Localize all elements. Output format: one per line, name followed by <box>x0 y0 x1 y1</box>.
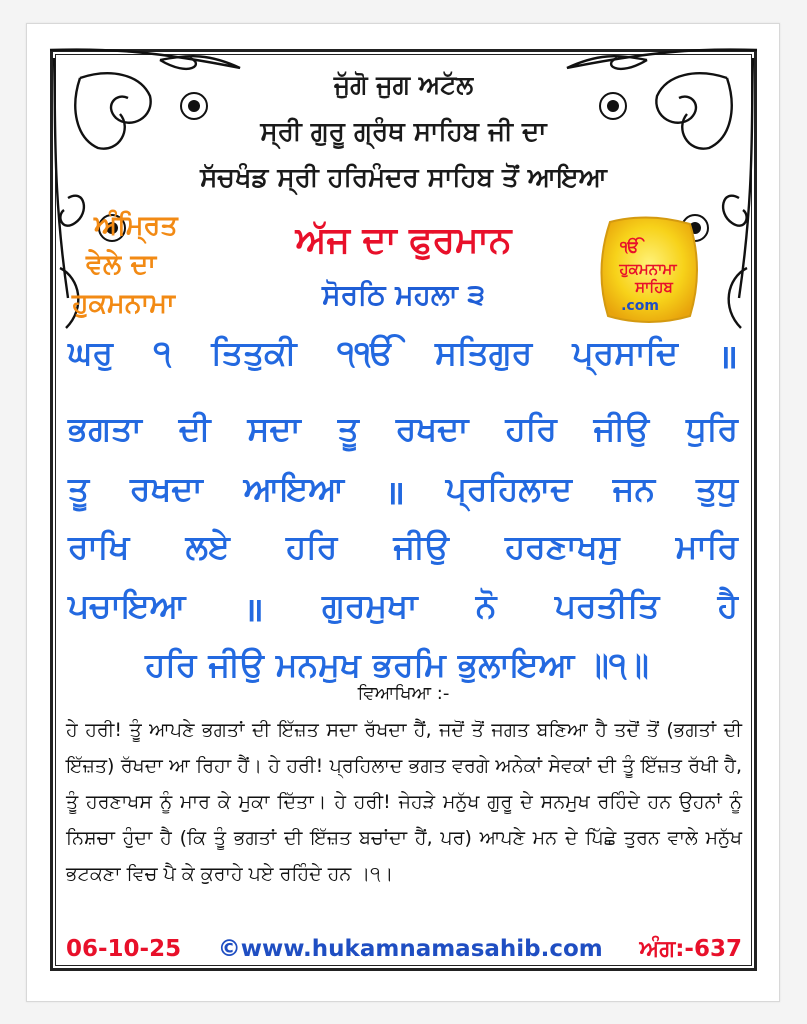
gurbani-word: ਸਤਿਗੁਰ <box>435 333 533 372</box>
footer-date: 06-10-25 <box>66 936 182 962</box>
gurbani-word: ਮਨਮੁਖ <box>275 645 361 684</box>
amrit-line-3: ਹੁਕਮਨਾਮਾ <box>72 288 175 319</box>
amrit-line-2: ਵੇਲੇ ਦਾ <box>86 249 157 280</box>
header-line-3: ਸੱਚਖੰਡ ਸ੍ਰੀ ਹਰਿਮੰਦਰ ਸਾਹਿਬ ਤੋਂ ਆਇਆ <box>200 163 607 193</box>
gurbani-word: ਲਏ <box>185 527 230 566</box>
gurbani-word: ਜੀਉ <box>208 645 264 684</box>
page-title: ਅੱਜ ਦਾ ਫੁਰਮਾਨ <box>295 220 512 261</box>
header-line-2: ਸ੍ਰੀ ਗੁਰੂ ਗ੍ਰੰਥ ਸਾਹਿਬ ਜੀ ਦਾ <box>260 117 547 147</box>
hukamnama-logo-icon <box>590 212 708 328</box>
raag-title: ਸੋਰਠਿ ਮਹਲਾ ੩ <box>322 278 485 311</box>
gurbani-word: ਮਾਰਿ <box>675 527 738 566</box>
gurbani-line-2 <box>68 409 738 449</box>
gurbani-word: ੧ੴ <box>336 333 395 372</box>
gurbani-word: ਸਦਾ <box>247 409 301 448</box>
footer-website-link[interactable]: ©www.hukamnamasahib.com <box>217 936 603 962</box>
gurbani-line-5 <box>68 586 738 631</box>
gurbani-word: ਆਇਆ <box>243 469 345 508</box>
footer-ang: ਅੰਗ:-637 <box>639 936 742 962</box>
gurbani-word: ਜਨ <box>612 469 656 508</box>
gurbani-word: ਹਰਿ <box>505 409 557 448</box>
gurbani-word: ੧ <box>153 333 172 372</box>
gurbani-word: ਪਚਾਇਆ <box>68 586 186 625</box>
gurbani-word: ਰਾਖਿ <box>68 527 130 566</box>
gurbani-word: ਹਰਣਾਖਸੁ <box>505 527 620 566</box>
gurbani-word: ਪ੍ਰਸਾਦਿ <box>572 333 678 372</box>
footer <box>66 936 742 962</box>
gurbani-word: ਪਰਤੀਤਿ <box>554 586 660 625</box>
gurbani-word: ਗੁਰਮੁਖਾ <box>322 586 418 625</box>
gurbani-word: ਤੁਧੁ <box>696 469 738 508</box>
vyakhya-text: ਹੇ ਹਰੀ! ਤੂੰ ਆਪਣੇ ਭਗਤਾਂ ਦੀ ਇੱਜ਼ਤ ਸਦਾ ਰੱਖਦਾ ਹੈਂ, ਜਦੋਂ ਤੋਂ ਜਗਤ ਬਣਿਆ ਹੈ ਤਦੋਂ ਤੋਂ (ਭਗਤਾਂ ਦੀ ਇੱਜ਼ਤ) ਰੱਖਦਾ ਆ ਰਿਹਾ ਹੈਂ। ਹੇ ਹਰੀ! ਪ੍ਰਹਿਲਾਦ ਭਗਤ ਵਰਗੇ ਅਨੇਕਾਂ ਸੇਵਕਾਂ ਦੀ ਤੂੰ ਇੱਜ਼ਤ ਰੱਖੀ ਹੈ, ਤੂੰ ਹਰਣਾਖਸ ਨੂੰ ਮਾਰ ਕੇ ਮੁਕਾ ਦਿੱਤਾ। ਹੇ ਹਰੀ! ਜੇਹੜੇ ਮਨੁੱਖ ਗੁਰੂ ਦੇ ਸਨਮੁਖ ਰਹਿੰਦੇ ਹਨ ਉਹਨਾਂ ਨੂੰ ਨਿਸ਼ਚਾ ਹੁੰਦਾ ਹੈ (ਕਿ ਤੂੰ ਭਗਤਾਂ ਦੀ ਇੱਜ਼ਤ ਬਚਾਂਦਾ ਹੈਂ, ਪਰ) ਆਪਣੇ ਮਨ ਦੇ ਪਿੱਛੇ ਤੁਰਨ ਵਾਲੇ ਮਨੁੱਖ ਭਟਕਣਾ ਵਿਚ ਪੈ ਕੇ ਕੁਰਾਹੇ ਪਏ ਰਹਿੰਦੇ ਹਨ ।੧। <box>66 719 742 885</box>
gurbani-word: ਜੀਉ <box>393 527 449 566</box>
gurbani-word: ਤੂ <box>68 469 90 508</box>
gurbani-line-4 <box>68 527 738 567</box>
gurbani-word: ਤੂ <box>337 409 359 448</box>
gurbani-word: ॥ <box>243 590 264 629</box>
gurbani-word: ਘਰੁ <box>68 333 114 372</box>
vyakhya-heading: ਵਿਆਖਿਆ :- <box>357 683 450 704</box>
gurbani-word: ਤਿਤੁਕੀ <box>211 333 297 372</box>
logo-line-1: ਹੁਕਮਨਾਮਾ <box>619 260 677 278</box>
gurbani-word: ਹਰਿ <box>286 527 338 566</box>
logo-line-3: .com <box>621 298 659 314</box>
gurbani-word: ॥੧॥ <box>586 645 649 684</box>
gurbani-line-6 <box>68 645 738 685</box>
amrit-line-1: ਅੰਮ੍ਰਿਤ <box>94 210 178 241</box>
gurbani-line-1 <box>68 333 738 378</box>
gurbani-word: ਹੈ <box>717 586 738 625</box>
gurbani-word: ਪ੍ਰਹਿਲਾਦ <box>445 469 572 508</box>
gurbani-word: ਰਖਦਾ <box>130 469 203 508</box>
logo-ek-onkar: ੴ <box>620 237 640 256</box>
gurbani-word: ਭਰਮਿ <box>372 645 446 684</box>
gurbani-word: ਧੁਰਿ <box>686 409 738 448</box>
gurbani-line-3 <box>68 469 738 514</box>
gurbani-word: ਜੀਉ <box>593 409 650 448</box>
logo-line-2: ਸਾਹਿਬ <box>635 278 673 296</box>
gurbani-word: ਭਗਤਾ <box>68 409 142 448</box>
gurbani-word: ਹਰਿ <box>145 645 197 684</box>
gurbani-word: ਰਖਦਾ <box>395 409 469 448</box>
gurbani-word: ॥ <box>718 337 738 376</box>
header-line-1: ਜੁੱਗੋ ਜੁਗ ਅਟੱਲ <box>333 70 474 99</box>
gurbani-word: ਨੋ <box>475 586 497 625</box>
gurbani-word: ਦੀ <box>178 409 211 448</box>
gurbani-word: ਭੁਲਾਇਆ <box>457 645 575 684</box>
gurbani-word: ॥ <box>385 473 405 512</box>
